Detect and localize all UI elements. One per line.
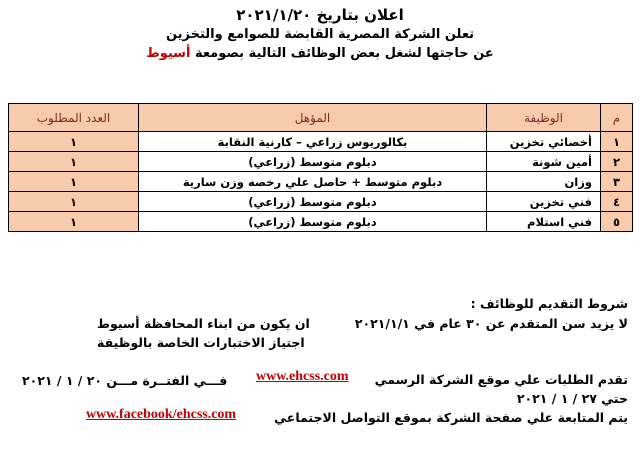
application-instructions: تقدم الطلبات علي موقع الشركة الرسمي — [374, 372, 628, 387]
row-job: وزان — [487, 172, 601, 192]
row-count: ١ — [9, 192, 139, 212]
header-required-count: العدد المطلوب — [9, 104, 139, 132]
row-num: ١ — [601, 132, 633, 152]
row-num: ٤ — [601, 192, 633, 212]
row-job: فني تخزين — [487, 192, 601, 212]
row-qualification: دبلوم متوسط (زراعي) — [139, 152, 487, 172]
header-job: الوظيفة — [487, 104, 601, 132]
row-num: ٥ — [601, 212, 633, 232]
jobs-table — [8, 103, 633, 232]
application-period-start: فـــي الفتــرة مـــن ٢٠ / ١ / ٢٠٢١ — [22, 373, 228, 388]
company-announcement-line: تعلن الشركة المصرية القابضة للصوامع والتخزين — [165, 27, 475, 42]
row-num: ٣ — [601, 172, 633, 192]
table-row — [9, 172, 633, 192]
row-count: ١ — [9, 132, 139, 152]
table-row — [9, 192, 633, 212]
conditions-title: شروط التقديم للوظائف : — [470, 296, 628, 311]
follow-up-instructions: يتم المتابعة علي صفحة الشركة بموقع التواصل الاجتماعي — [274, 410, 628, 425]
row-job: أخصائي تخزين — [487, 132, 601, 152]
announcement-title: اعلان بتاريخ ٢٠٢١/١/٢٠ — [236, 6, 404, 24]
vacancies-line — [0, 46, 640, 61]
header-qualification: المؤهل — [139, 104, 487, 132]
row-qualification: دبلوم متوسط (زراعي) — [139, 192, 487, 212]
row-count: ١ — [9, 152, 139, 172]
row-count: ١ — [9, 212, 139, 232]
condition-age: لا يزيد سن المتقدم عن ٣٠ عام في ٢٠٢١/١/١ — [354, 316, 628, 331]
row-count: ١ — [9, 172, 139, 192]
row-job: فني استلام — [487, 212, 601, 232]
table-row — [9, 152, 633, 172]
condition-tests: اجتياز الاختبارات الخاصة بالوظيفة — [97, 335, 305, 350]
row-num: ٢ — [601, 152, 633, 172]
silo-location: أسيوط — [146, 46, 191, 61]
application-period-end: حتي ٢٧ / ١ / ٢٠٢١ — [516, 391, 628, 406]
facebook-page-link[interactable]: www.facebook/ehcss.com — [86, 407, 237, 422]
vacancies-line-text: عن حاجتها لشغل بعض الوظائف التالية بصومعة — [194, 46, 494, 61]
row-qualification: بكالوريوس زراعي – كارنية النقابة — [139, 132, 487, 152]
header-num: م — [601, 104, 633, 132]
table-row — [9, 132, 633, 152]
condition-residency: ان يكون من ابناء المحافظة أسيوط — [97, 316, 310, 331]
row-qualification: دبلوم متوسط (زراعي) — [139, 212, 487, 232]
company-website-link[interactable]: www.ehcss.com — [256, 369, 349, 384]
row-qualification: دبلوم متوسط + حاصل علي رخصه وزن سارية — [139, 172, 487, 192]
row-job: أمين شونة — [487, 152, 601, 172]
table-header-row — [9, 104, 633, 132]
table-row — [9, 212, 633, 232]
